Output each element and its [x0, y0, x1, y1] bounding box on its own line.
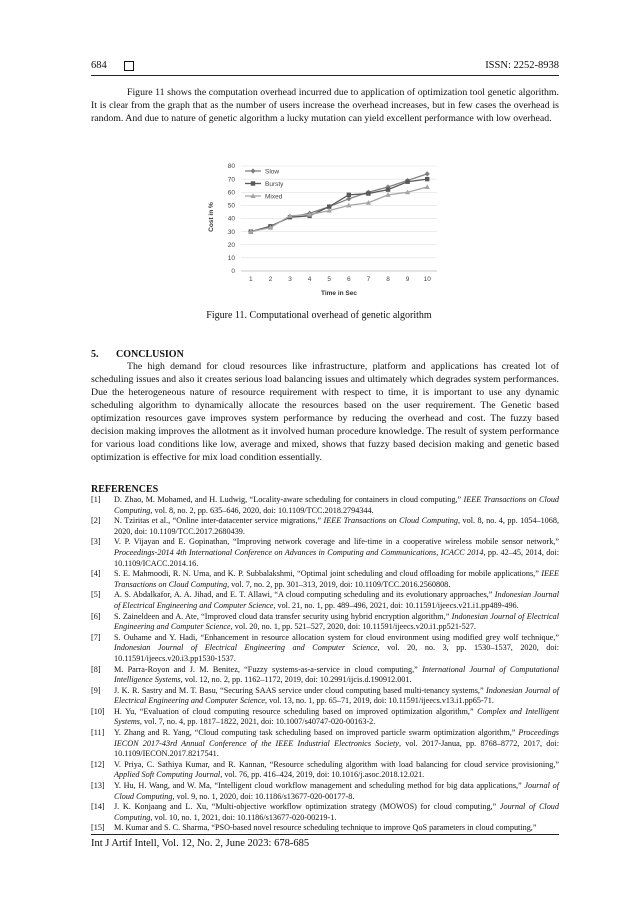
reference-details: , pp. 42–45, 2014, doi: 10.1109/ICACC.2014.16. — [114, 547, 559, 568]
reference-item — [91, 686, 559, 707]
reference-number: [9] — [91, 685, 101, 695]
y-tick-label: 50 — [227, 202, 235, 210]
x-tick-labels — [249, 276, 431, 283]
reference-text — [114, 537, 559, 569]
data-point — [425, 184, 430, 189]
reference-venue: IEEE Transactions on Cloud Computing — [114, 495, 560, 515]
y-tick-labels — [228, 163, 236, 275]
reference-venue: Proceedings IECON 2017-43rd Annual Conference of the IEEE Industrial Electronics Society — [114, 728, 559, 748]
reference-number: [3] — [91, 537, 101, 547]
reference-venue: Applied Soft Computing Journal — [114, 770, 221, 780]
footer-citation: Int J Artif Intell, Vol. 12, No. 2, June 2023: 678-685 — [91, 838, 310, 849]
legend-label: Slow — [265, 168, 280, 176]
reference-number: [10] — [91, 706, 105, 716]
x-tick-label: 9 — [405, 276, 410, 283]
reference-number: [6] — [91, 611, 101, 621]
footer-rule — [91, 834, 559, 835]
reference-venue: Proceedings-2014 4th International Conference on Advances in Computing and Communications, ICACC 2014 — [114, 547, 484, 557]
reference-item — [91, 802, 559, 823]
reference-details: , vol. 9, no. 1, 2020, doi: 10.1186/s13677-020-00177-8. — [172, 791, 355, 801]
legend-marker — [250, 168, 255, 173]
reference-authors-title: A. S. Abdalkafor, A. A. Jihad, and E. T. Allawi, “A cloud computing scheduling and its evolutionary approaches,” — [114, 590, 495, 600]
reference-text — [114, 590, 559, 611]
reference-number: [14] — [91, 802, 105, 812]
reference-number: [15] — [91, 823, 105, 833]
reference-number: [11] — [91, 728, 105, 738]
reference-number: [5] — [91, 590, 101, 600]
reference-details: , vol. 7, no. 2, pp. 301–313, 2019, doi: 10.1109/TCC.2016.2560808. — [227, 579, 451, 589]
y-tick-label: 20 — [227, 241, 235, 249]
reference-text — [114, 569, 559, 590]
reference-item — [91, 537, 559, 569]
legend-label: Mixed — [265, 193, 283, 201]
y-tick-label: 30 — [227, 228, 235, 236]
reference-item — [91, 633, 559, 665]
reference-item — [91, 516, 559, 537]
reference-item — [91, 781, 559, 802]
reference-authors-title: Y. Zhang and R. Yang, “Cloud computing task scheduling based on improved particle swarm optimization algorithm,” — [114, 728, 519, 738]
y-tick-label: 10 — [227, 255, 235, 263]
y-tick-label: 40 — [227, 215, 235, 223]
reference-authors-title: M. Parra-Royon and J. M. Benitez, “Fuzzy systems-as-a-service in cloud computing,” — [114, 664, 423, 674]
reference-authors-title: V. Priya, C. Sathiya Kumar, and R. Kannan, “Resource scheduling algorithm with load balancing for cloud service provisioning,” — [114, 759, 559, 769]
data-point — [366, 191, 370, 195]
reference-details: , vol. 13, no. 1, pp. 65–71, 2019, doi: 10.11591/ijeecs.v13.i1.pp65-71. — [264, 696, 494, 706]
reference-authors-title: J. K. R. Sastry and M. T. Basu, “Securing SAAS service under cloud computing based multi-tenancy systems,” — [114, 685, 486, 695]
header-square-icon — [124, 61, 134, 71]
reference-authors-title: Y. Hu, H. Wang, and W. Ma, “Intelligent cloud workflow management and scheduling method for big data applications,” — [114, 781, 525, 791]
reference-details: , vol. 76, pp. 416–424, 2019, doi: 10.1016/j.asoc.2018.12.021. — [220, 770, 425, 780]
reference-venue: IEEE Transactions on Cloud Computing — [114, 569, 559, 589]
x-tick-label: 8 — [386, 276, 390, 283]
reference-authors-title: V. P. Vijayan and E. Gopinathan, “Improving network coverage and life-time in a cooperative wireless mobile sensor network,” — [114, 537, 559, 547]
x-tick-label: 7 — [366, 276, 371, 283]
reference-item — [91, 707, 559, 728]
legend-entry-mixed — [245, 193, 283, 200]
x-tick-label: 4 — [307, 276, 312, 283]
x-axis-label: Time in Sec — [320, 290, 358, 297]
reference-list — [91, 495, 559, 834]
reference-venue: Indonesian Journal of Electrical Engineering and Computer Science — [114, 685, 559, 706]
reference-authors-title: N. Tziritas et al., “Online inter-datacenter service migrations,” — [114, 516, 324, 526]
reference-text — [114, 823, 559, 834]
figure-caption: Figure 11. Computational overhead of genetic algorithm — [206, 310, 432, 321]
reference-details: , vol. 20, no. 1, pp. 521–527, 2020, doi: 10.11591/ijeecs.v20.i1.pp521-527. — [230, 622, 476, 632]
reference-details: , vol. 21, no. 1, pp. 489–496, 2021, doi: 10.11591/ijeecs.v21.i1.pp489-496. — [273, 600, 519, 610]
reference-item — [91, 760, 559, 781]
reference-text — [114, 707, 559, 728]
reference-venue: Indonesian Journal of Electrical Engineering and Computer Science — [114, 590, 559, 610]
legend-label: Bursty — [265, 180, 284, 188]
chart-legend — [245, 168, 284, 200]
reference-text — [114, 686, 559, 707]
series-mixed — [248, 184, 430, 233]
reference-text — [114, 495, 559, 516]
reference-item — [91, 612, 559, 633]
x-tick-label: 5 — [327, 276, 332, 283]
reference-venue: Complex and Intelligent Systems — [114, 706, 559, 727]
data-point — [425, 171, 430, 176]
section-number: 5. — [91, 349, 99, 360]
reference-details: , vol. 10, no. 1, 2021, doi: 10.1186/s13677-020-00219-1. — [150, 812, 337, 822]
reference-authors-title: M. Kumar and S. C. Sharma, “PSO-based novel resource scheduling technique to improve QoS parameters in cloud computing,” — [114, 823, 537, 833]
legend-entry-bursty — [245, 181, 284, 188]
reference-number: [1] — [91, 495, 101, 504]
reference-text — [114, 728, 559, 760]
reference-venue: Journal of Cloud Computing — [114, 781, 559, 801]
reference-details: , vol. 2017-Janua, pp. 8768–8772, 2017, doi: 10.1109/IECON.2017.8217541. — [114, 738, 559, 759]
reference-venue: IEEE Transactions on Cloud Computing — [323, 516, 458, 526]
reference-text — [114, 760, 559, 781]
section-heading — [91, 349, 184, 360]
overhead-chart — [200, 156, 445, 301]
data-point — [386, 187, 390, 191]
conclusion-paragraph: The high demand for cloud resources like infrastructure, platform and applications has created lot of scheduling issues and also it creates serious load balancing issues and ultimately which degrades system performances. Due the heterogeneous nature of resource requirement with respect to time, it is important to use any dynamic scheduling algorithm to dynamically allocate the resources based on the user requirement. The Genetic based optimization resources gave improves system performance by reducing the overhead and cost. The fuzzy based decision making improves the allotment as it involved human procedure knowledge. The result of system performance for various load conditions like low, average and mixed, shows that fuzzy based decision making and genetic based optimization is effective for mix load condition essentially. — [91, 361, 559, 463]
legend-entry-slow — [245, 168, 279, 175]
reference-text — [114, 781, 559, 802]
reference-details: , vol. 20, no. 3, pp. 1530–1537, 2020, doi: 10.11591/ijeecs.v20.i3.pp1530-1537. — [114, 643, 559, 663]
x-tick-label: 10 — [423, 276, 431, 283]
y-tick-label: 0 — [231, 268, 235, 276]
x-tick-label: 3 — [288, 276, 292, 283]
data-point — [425, 177, 429, 181]
issn: ISSN: 2252-8938 — [485, 60, 559, 71]
reference-venue: Indonesian Journal of Electrical Engineering and Computer Science — [114, 643, 378, 653]
x-tick-label: 6 — [346, 276, 351, 283]
reference-number: [8] — [91, 664, 101, 674]
data-point — [405, 180, 409, 184]
x-tick-label: 2 — [268, 276, 273, 283]
reference-authors-title: H. Yu, “Evaluation of cloud computing resource scheduling based on improved optimization algorithm,” — [114, 706, 478, 716]
intro-paragraph: Figure 11 shows the computation overhead incurred due to application of optimization tool genetic algorithm. It is clear from the graph that as the number of users increase the overhead increases, but in few cases the overhead is random. And due to nature of genetic algorithm a lucky mutation can yield excellent performance with low overhead. — [91, 87, 559, 124]
x-tick-label: 1 — [248, 276, 253, 283]
reference-number: [2] — [91, 516, 101, 526]
reference-authors-title: D. Zhao, M. Mohamed, and H. Ludwig, “Locality-aware scheduling for containers in cloud computing,” — [114, 495, 464, 504]
reference-text — [114, 516, 559, 537]
reference-item — [91, 569, 559, 590]
reference-venue: International Journal of Computational Intelligence Systems — [114, 664, 560, 685]
reference-number: [4] — [91, 569, 101, 579]
reference-item — [91, 590, 559, 611]
reference-authors-title: S. Zaineldeen and A. Ate, “Improved cloud data transfer security using hybrid encryption algorithm,” — [114, 611, 452, 621]
reference-authors-title: S. Ouhame and Y. Hadi, “Enhancement in resource allocation system for cloud environment using modified grey wolf technique,” — [114, 632, 559, 642]
reference-venue: Indonesian Journal of Electrical Engineering and Computer Science — [114, 611, 559, 632]
reference-number: [12] — [91, 759, 105, 769]
reference-details: , vol. 8, no. 4, pp. 1054–1068, 2020, doi: 10.1109/TCC.2017.2680439. — [114, 516, 560, 536]
reference-item — [91, 823, 559, 834]
header-rule — [91, 75, 559, 76]
reference-details: , vol. 7, no. 4, pp. 1817–1822, 2021, doi: 10.1007/s40747-020-00163-2. — [139, 717, 376, 727]
reference-item — [91, 495, 559, 516]
reference-text — [114, 612, 559, 633]
reference-details: , vol. 8, no. 2, pp. 635–646, 2020, doi: 10.1109/TCC.2018.2794344. — [150, 505, 374, 515]
reference-venue: Journal of Cloud Computing — [114, 802, 559, 822]
references-heading: REFERENCES — [91, 484, 159, 495]
legend-marker — [251, 181, 255, 185]
page-number: 684 — [91, 60, 107, 71]
section-title: CONCLUSION — [116, 349, 184, 360]
reference-item — [91, 665, 559, 686]
reference-details: , vol. 12, no. 2, pp. 1162–1172, 2019, doi: 10.2991/ijcis.d.190912.001. — [180, 675, 412, 685]
reference-item — [91, 728, 559, 760]
y-tick-label: 80 — [227, 163, 235, 171]
reference-authors-title: S. E. Mahmoodi, R. N. Uma, and K. P. Subbalakshmi, “Optimal joint scheduling and cloud offloading for mobile applications,” — [114, 569, 542, 579]
reference-text — [114, 633, 559, 665]
y-tick-label: 70 — [227, 176, 235, 184]
reference-text — [114, 665, 559, 686]
reference-number: [13] — [91, 781, 105, 791]
y-axis-label: Cost in % — [208, 202, 215, 232]
reference-number: [7] — [91, 632, 101, 642]
data-point — [347, 193, 351, 197]
y-tick-label: 60 — [227, 189, 235, 197]
reference-text — [114, 802, 559, 823]
reference-authors-title: J. K. Konjaang and L. Xu, “Multi-objective workflow optimization strategy (MOWOS) for cloud computing,” — [114, 802, 500, 812]
